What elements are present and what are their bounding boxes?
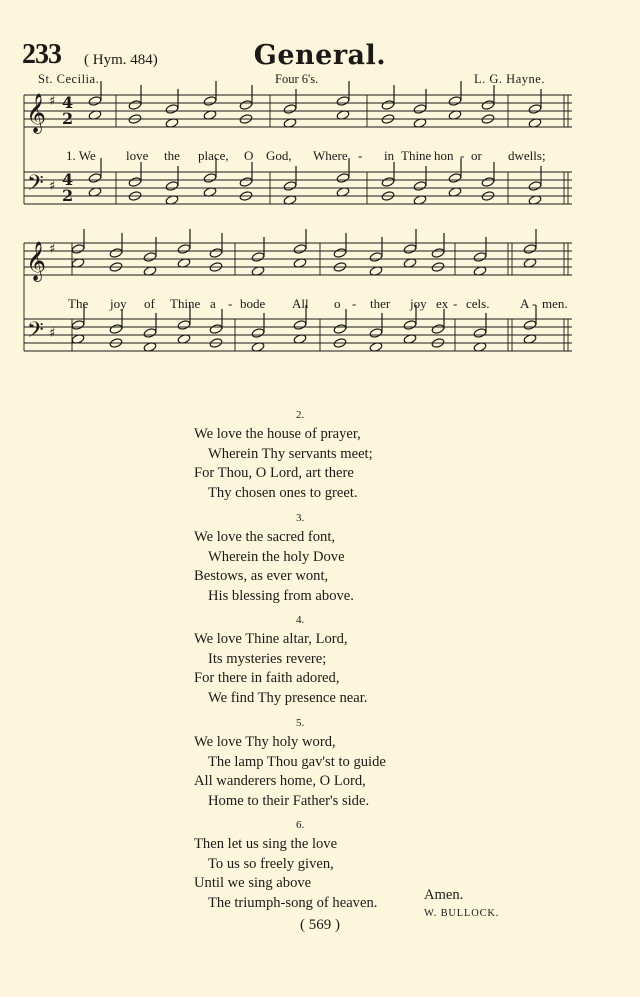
notehead [403, 244, 417, 255]
syllable: Thine [170, 296, 201, 311]
notehead [369, 252, 383, 263]
notehead [448, 96, 462, 107]
syllable: - [532, 296, 537, 311]
syllable: ther [370, 296, 391, 311]
notehead [209, 324, 223, 335]
tune-name: St. Cecilia. [38, 72, 100, 86]
notehead [333, 248, 347, 259]
verse-number: 3. [296, 512, 305, 524]
verse-line: The lamp Thou gav'st to guide [208, 753, 386, 770]
syllable: ex [436, 296, 449, 311]
key-signature-icon: ♯ [49, 179, 56, 194]
notehead [528, 181, 542, 192]
notehead [209, 248, 223, 259]
syllable: dwells; [508, 148, 546, 163]
verse-line: Wherein the holy Dove [208, 548, 345, 565]
syllable: The [68, 296, 89, 311]
notehead [88, 96, 102, 107]
notehead [239, 100, 253, 111]
notehead [203, 96, 217, 107]
notehead [177, 320, 191, 331]
syllable: men. [542, 296, 568, 311]
verse-line: We love Thy holy word, [194, 734, 336, 750]
verse-line: Until we sing above [194, 875, 312, 891]
treble-clef-icon: 𝄞 [26, 93, 47, 133]
syllable: bode [240, 296, 266, 311]
notehead [239, 177, 253, 188]
notehead [128, 177, 142, 188]
verse-line: All wanderers home, O Lord, [194, 773, 366, 789]
time-signature: 2 [62, 186, 74, 205]
notehead [481, 177, 495, 188]
verse-line: Bestows, as ever wont, [194, 568, 329, 584]
verse-line: Thy chosen ones to greet. [208, 484, 358, 501]
verse-line: We love the sacred font, [194, 529, 336, 545]
syllable: of [144, 296, 155, 311]
notehead [413, 181, 427, 192]
verse-6 [194, 816, 377, 913]
notehead [473, 252, 487, 263]
syllable: God, [266, 148, 292, 163]
notehead [109, 324, 123, 335]
syllable: 1. We [66, 148, 96, 163]
syllable: hon [434, 148, 454, 163]
notehead [336, 96, 350, 107]
notehead [177, 244, 191, 255]
author: W. BULLOCK. [424, 908, 500, 919]
verse-line: His blessing from above. [208, 587, 354, 604]
syllable: Thine [401, 148, 432, 163]
notehead [251, 328, 265, 339]
notehead [381, 100, 395, 111]
syllable: - [228, 296, 233, 311]
lyrics-line-2 [0, 296, 640, 314]
syllable: o [334, 296, 341, 311]
verse-number: 6. [296, 819, 305, 831]
notehead [473, 328, 487, 339]
notehead [165, 104, 179, 115]
syllable: joy [410, 296, 427, 311]
notehead [203, 173, 217, 184]
verse-line: We find Thy presence near. [208, 689, 368, 706]
notehead [369, 328, 383, 339]
syllable: O [244, 148, 254, 163]
time-signature: 4 [62, 93, 74, 112]
notehead [293, 320, 307, 331]
syllable: the [164, 148, 180, 163]
notehead [143, 328, 157, 339]
syllable: love [126, 148, 149, 163]
notehead [448, 173, 462, 184]
notehead [283, 104, 297, 115]
syllable: - [453, 296, 458, 311]
syllable: joy [110, 296, 127, 311]
verse-line: Then let us sing the love [194, 836, 338, 852]
syllable: A [520, 296, 530, 311]
bass-clef-icon: 𝄢 [27, 171, 44, 201]
verse-4 [194, 611, 367, 708]
hymnal-reference: ( Hym. 484) [84, 52, 158, 68]
syllable: place, [198, 148, 229, 163]
notehead [431, 324, 445, 335]
time-signature: 4 [62, 170, 74, 189]
notehead [128, 100, 142, 111]
verse-line: Wherein Thy servants meet; [208, 445, 373, 462]
verse-3 [194, 509, 354, 606]
composer: L. G. Hayne. [474, 72, 545, 86]
notehead [528, 104, 542, 115]
notehead [88, 173, 102, 184]
treble-clef-icon: 𝄞 [26, 241, 47, 281]
notehead [333, 324, 347, 335]
bass-clef-icon: 𝄢 [27, 318, 44, 348]
verse-line: For Thou, O Lord, art there [194, 465, 354, 481]
hymn-number: 233 [22, 39, 61, 70]
notehead [71, 320, 85, 331]
verse-line: Home to their Father's side. [208, 792, 370, 809]
key-signature-icon: ♯ [49, 242, 56, 257]
notehead [109, 248, 123, 259]
notehead [283, 181, 297, 192]
notehead [381, 177, 395, 188]
notehead [251, 252, 265, 263]
notehead [336, 173, 350, 184]
notehead [403, 320, 417, 331]
notehead [71, 244, 85, 255]
notehead [165, 181, 179, 192]
syllable: cels. [466, 296, 490, 311]
verse-number: 2. [296, 409, 305, 421]
time-signature: 2 [62, 109, 74, 128]
amen: Amen. [424, 887, 464, 903]
verse-line: The triumph-song of heaven. [208, 894, 378, 911]
notehead [523, 244, 537, 255]
syllable: or [471, 148, 482, 163]
syllable: - [352, 296, 357, 311]
notehead [293, 244, 307, 255]
notehead [413, 104, 427, 115]
music-score [0, 80, 640, 380]
notehead [523, 320, 537, 331]
notehead [143, 252, 157, 263]
verse-line: We love the house of prayer, [194, 426, 361, 442]
notehead [481, 100, 495, 111]
syllable: Where [313, 148, 348, 163]
verse-number: 5. [296, 717, 305, 729]
verse-5 [194, 714, 386, 811]
verse-line: For there in faith adored, [194, 670, 340, 686]
verse-line: Its mysteries revere; [208, 650, 327, 667]
syllable: - [358, 148, 363, 163]
notehead [431, 248, 445, 259]
section-title: General. [253, 40, 387, 71]
syllable: a [210, 296, 216, 311]
verse-line: We love Thine altar, Lord, [194, 631, 348, 647]
syllable: All [292, 296, 309, 311]
verse-number: 4. [296, 614, 305, 626]
verse-line: To us so freely given, [208, 855, 334, 872]
key-signature-icon: ♯ [49, 326, 56, 341]
meter: Four 6's. [275, 72, 319, 86]
syllable: - [460, 148, 465, 163]
page-number: ( 569 ) [300, 917, 340, 933]
syllable: in [384, 148, 395, 163]
verse-2 [194, 406, 373, 503]
key-signature-icon: ♯ [49, 94, 56, 109]
lyrics-line-1 [0, 148, 640, 166]
